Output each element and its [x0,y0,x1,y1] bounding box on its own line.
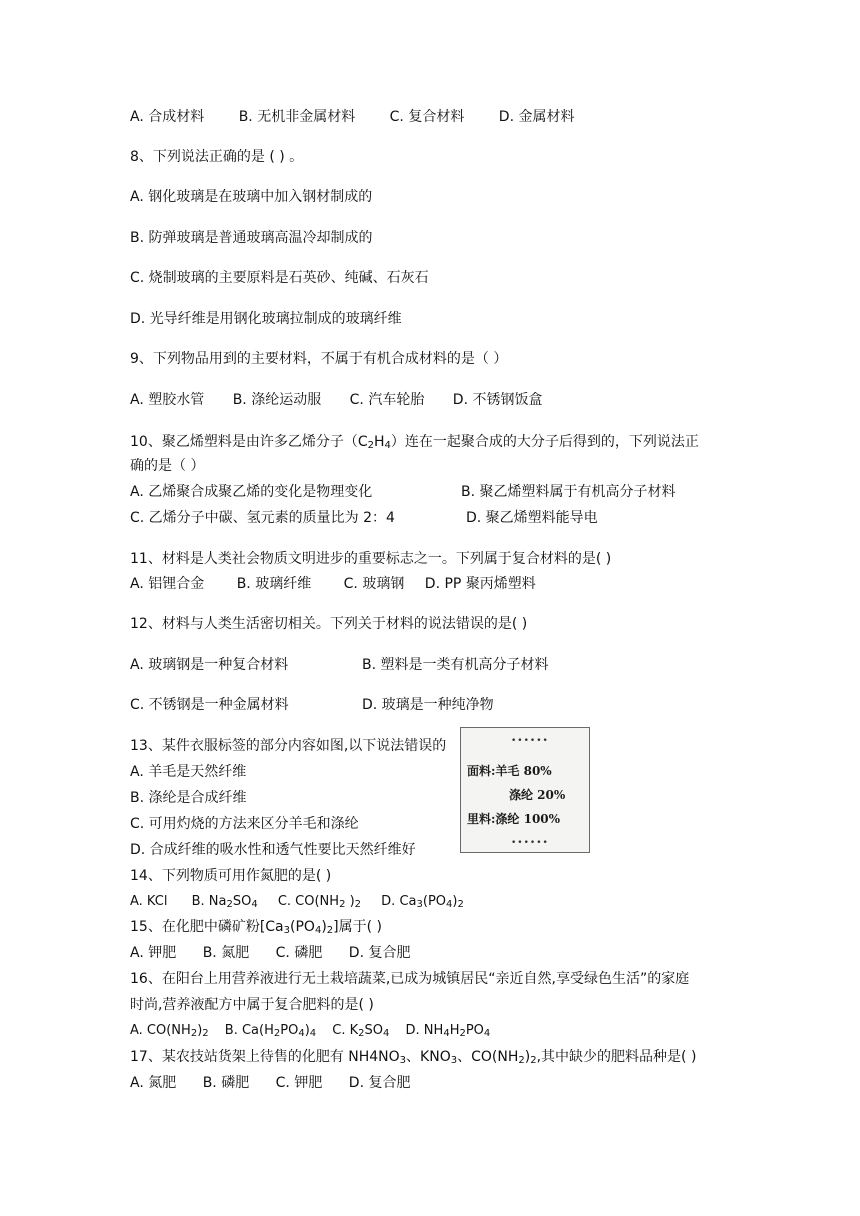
label-dots-top: •••••• [511,736,549,746]
q9-options [130,390,542,410]
q16-options [130,1021,490,1041]
q10-stem-line1: 10、聚乙烯塑料是由许多乙烯分子$(C_2H_4)$连在一起聚合成的大分子后得到的，下列说法正 [130,434,699,451]
clothing-label-image [460,727,590,853]
q14-options [130,892,464,912]
label-line-lining: 里料:涤纶 100% [467,812,561,826]
q17-option-c: C. 钾肥 [275,1075,323,1091]
q12-stem: 12、材料与人类生活密切相关。下列关于材料的说法错误的是( ) [130,616,528,632]
q17-option-b: B. 磷肥 [202,1075,250,1091]
q17-option-d: D. 复合肥 [348,1075,411,1091]
q16-stem-line1: 16、在阳台上用营养液进行无土栽培蔬菜,已成为城镇居民“亲近自然,享受绿色生活”的家庭 [130,971,690,987]
q15-option-d: D. 复合肥 [348,945,411,961]
q14-option-c: C. $CO(NH_2$ )$_2$ [277,894,362,910]
q9-stem: 9、下列物品用到的主要材料，不属于有机合成材料的是（ ） [130,351,508,367]
q14-option-d: D. $Ca_3(PO_4)_2$ [381,894,464,910]
q11-option-c: C. 玻璃钢 [343,576,405,592]
q13-option-a: A. 羊毛是天然纤维 [130,764,247,780]
q11-option-b: B. 玻璃纤维 [236,576,312,592]
q10-option-d: D. 聚乙烯塑料能导电 [466,510,598,526]
q15-option-c: C. 磷肥 [275,945,323,961]
q9-option-d: D. 不锈钢饭盒 [452,392,543,408]
q16-option-c: C. $K_2SO_4$ [332,1023,390,1039]
q17-stem: 17、某农技站货架上待售的化肥有 $NH4NO_3$、$KNO_3$、$CO(NH_2)_2$,其中缺少的肥料品种是( ) [130,1049,697,1066]
q11-option-a: A. 铝锂合金 [130,576,205,592]
q8-option-a: A. 钢化玻璃是在玻璃中加入钢材制成的 [130,189,373,205]
q14-option-a: A. KCl [130,894,168,909]
q16-option-d: D. $NH_4H_2PO_4$ [405,1023,491,1039]
q8-stem: 8、下列说法正确的是 ( ) 。 [130,149,304,165]
q8-option-b: B. 防弹玻璃是普通玻璃高温冷却制成的 [130,230,373,246]
q16-option-b: B. $Ca(H_2PO_4)_4$ [224,1023,317,1039]
q12-option-d: D. 玻璃是一种纯净物 [362,697,494,713]
q7-option-b: B. 无机非金属材料 [238,109,356,125]
q7-option-c: C. 复合材料 [389,109,465,125]
q11-option-d: D. PP 聚丙烯塑料 [424,576,536,592]
q16-option-a: A. $CO(NH_2)_2$ [130,1023,209,1039]
q10-option-b: B. 聚乙烯塑料属于有机高分子材料 [461,484,676,500]
q7-option-a: A. 合成材料 [130,109,205,125]
q10-option-c: C. 乙烯分子中碳、氢元素的质量比为 2：4 [130,510,395,526]
q10-stem-line2: 确的是（ ） [130,458,205,474]
q8-option-c: C. 烧制玻璃的主要原料是石英砂、纯碱、石灰石 [130,270,429,286]
q15-option-b: B. 氮肥 [202,945,250,961]
label-dots-bottom: •••••• [511,838,549,848]
label-line-polyester: 涤纶 20% [509,788,566,802]
q10-option-a: A. 乙烯聚合成聚乙烯的变化是物理变化 [130,484,373,500]
q13-option-d: D. 合成纤维的吸水性和透气性要比天然纤维好 [130,842,416,858]
q7-option-d: D. 金属材料 [498,109,575,125]
q15-option-a: A. 钾肥 [130,945,177,961]
q13-stem: 13、某件衣服标签的部分内容如图,以下说法错误的 [130,738,447,754]
q12-option-a: A. 玻璃钢是一种复合材料 [130,657,289,673]
q9-option-a: A. 塑胶水管 [130,392,205,408]
label-line-fabric: 面料:羊毛 80% [467,764,552,778]
q17-option-a: A. 氮肥 [130,1075,177,1091]
q12-option-c: C. 不锈钢是一种金属材料 [130,697,289,713]
q8-option-d: D. 光导纤维是用钢化玻璃拉制成的玻璃纤维 [130,311,402,327]
q13-option-c: C. 可用灼烧的方法来区分羊毛和涤纶 [130,816,359,832]
q12-option-b: B. 塑料是一类有机高分子材料 [362,657,549,673]
q9-option-b: B. 涤纶运动服 [232,392,322,408]
q15-options [130,943,410,963]
q15-stem: 15、在化肥中磷矿粉$[Ca_3(PO_4)_2]$属于( ) [130,919,383,936]
q17-options [130,1073,410,1093]
q7-options [130,107,574,127]
q16-stem-line2: 时尚,营养液配方中属于复合肥料的是( ) [130,997,374,1013]
q11-stem: 11、材料是人类社会物质文明进步的重要标志之一。下列属于复合材料的是( ) [130,551,612,567]
q9-option-c: C. 汽车轮胎 [349,392,425,408]
q13-option-b: B. 涤纶是合成纤维 [130,790,247,806]
q11-options [130,574,536,594]
q14-option-b: B. $Na_2SO_4$ [191,894,258,910]
q14-stem: 14、下列物质可用作氮肥的是( ) [130,868,332,884]
